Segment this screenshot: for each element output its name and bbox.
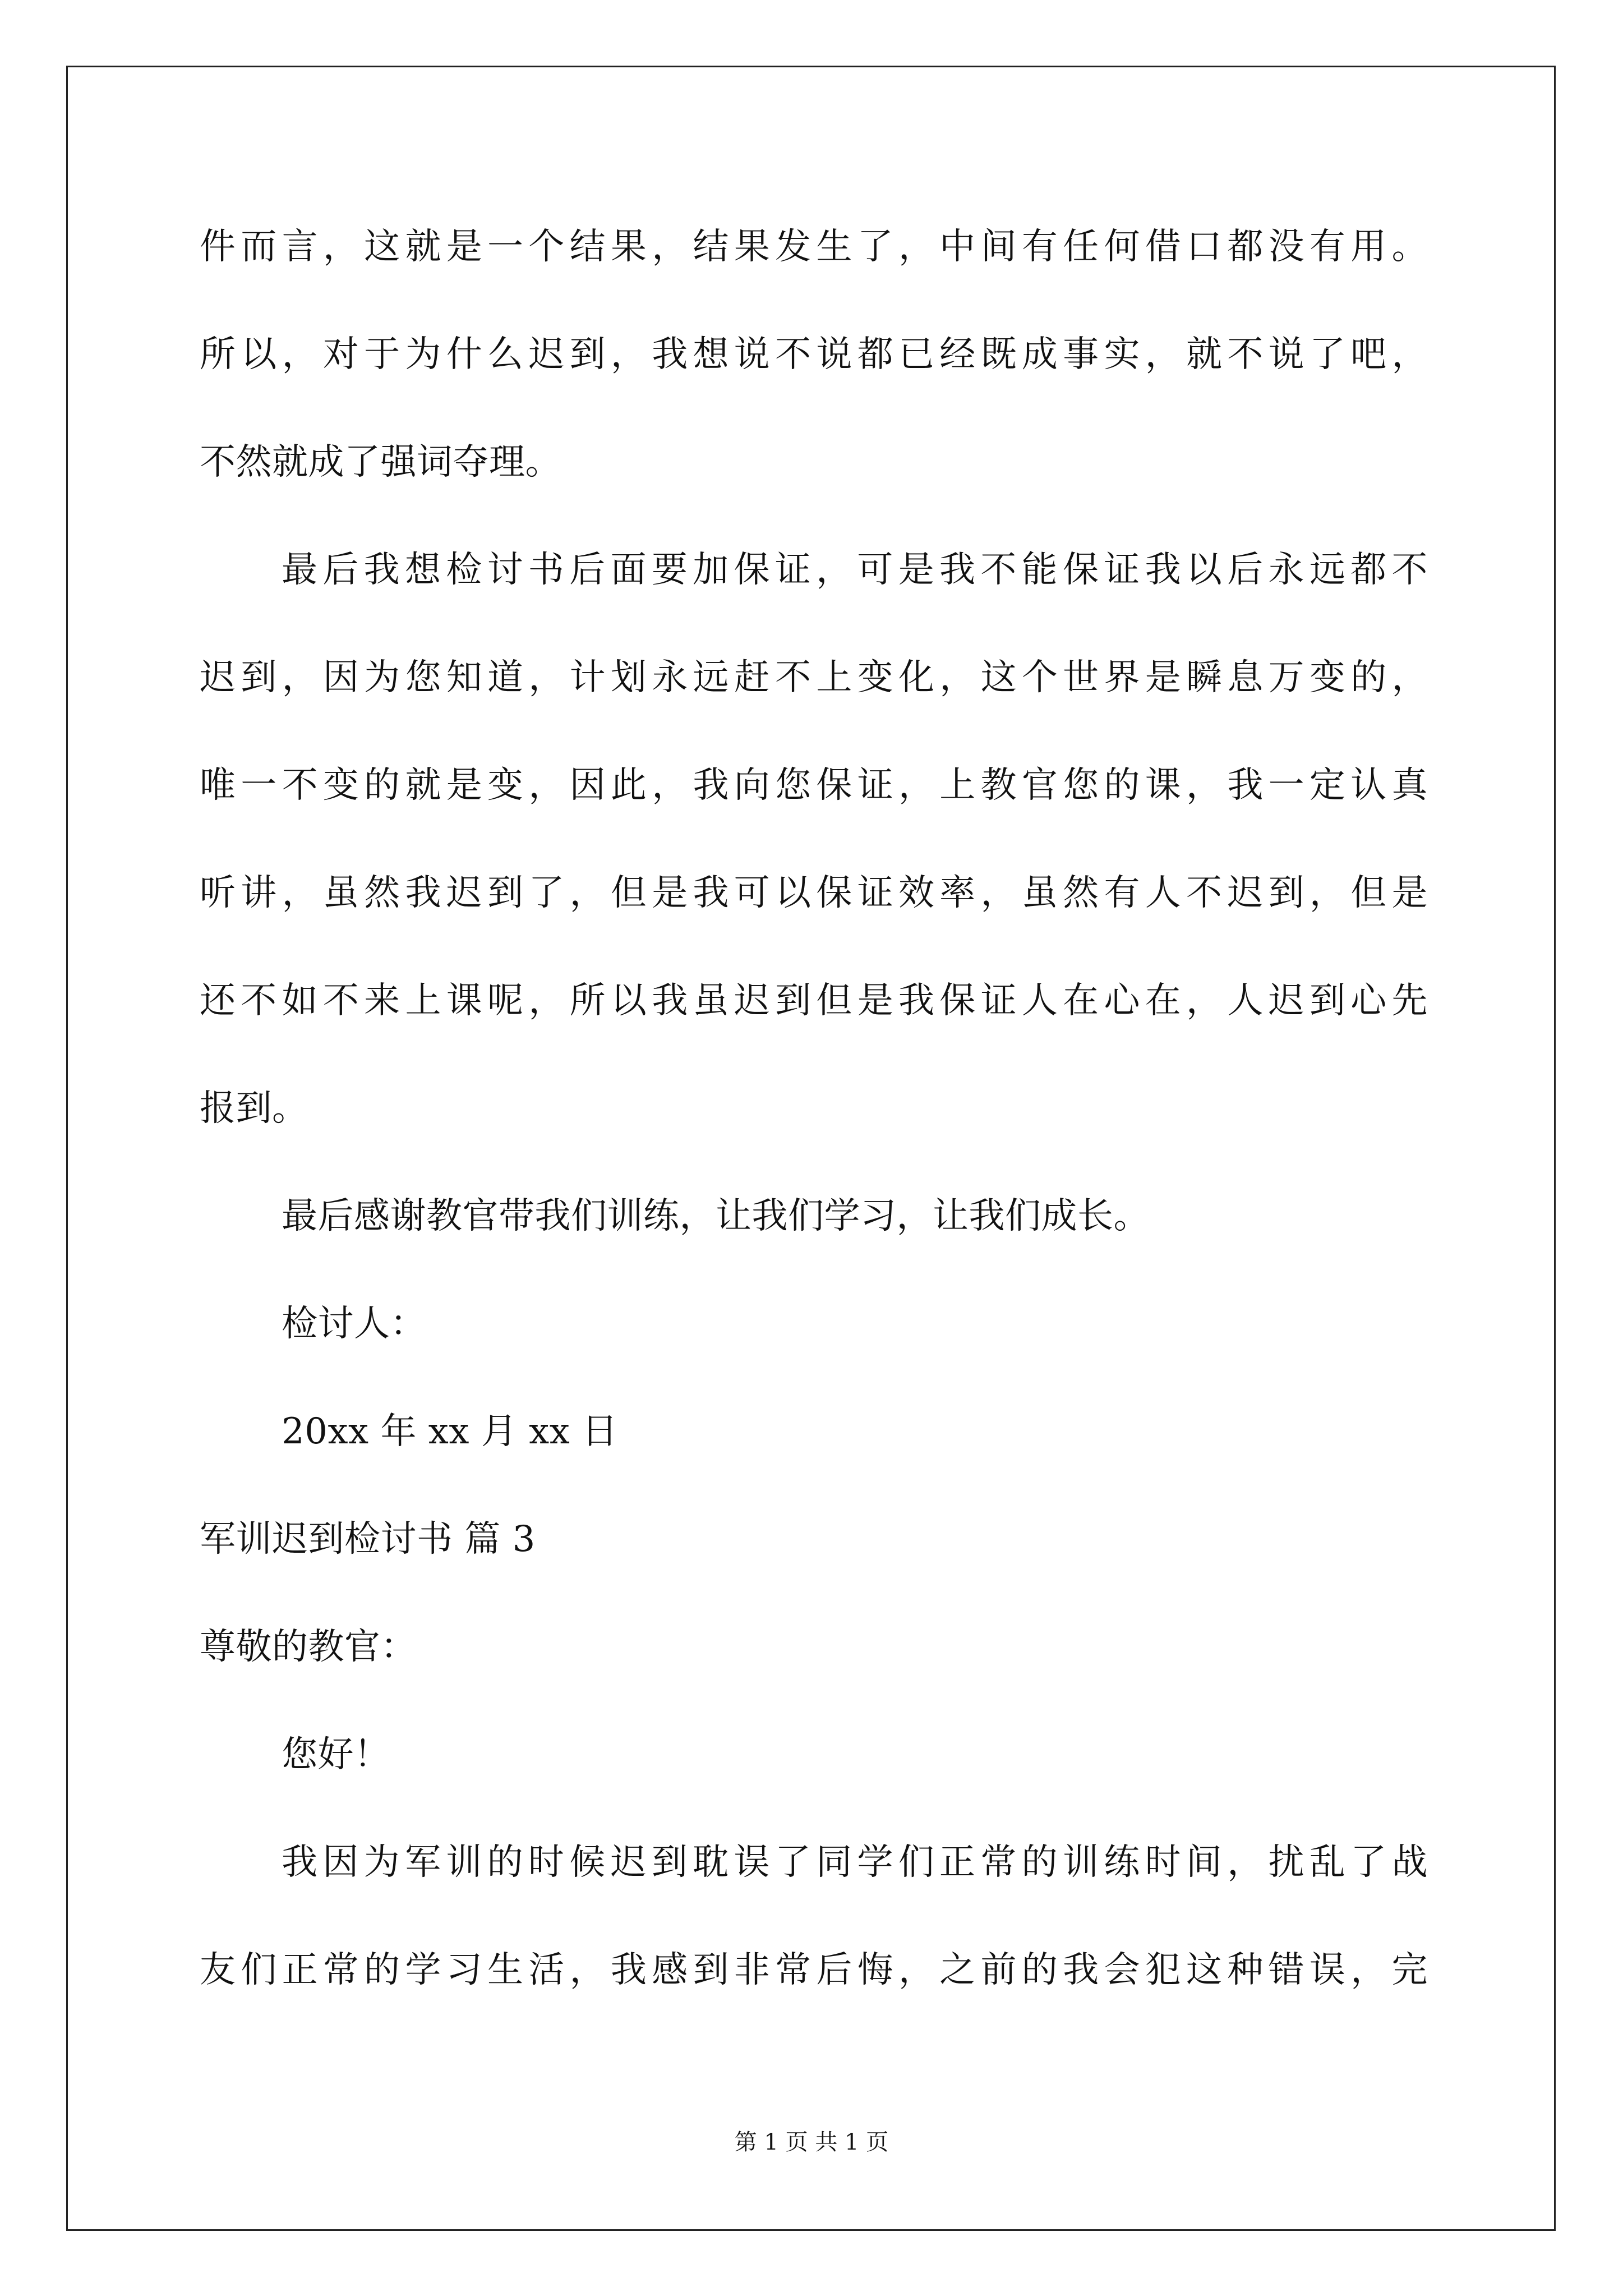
date-line: 20xx 年 xx 月 xx 日 [282, 1411, 618, 1452]
text-line: 最后感谢教官带我们训练，让我们学习，让我们成长。 [282, 1195, 1150, 1237]
greeting: 您好！ [282, 1734, 390, 1775]
text-line: 所以，对于为什么迟到，我想说不说都已经既成事实，就不说了吧， [200, 334, 1428, 375]
text-line: 听讲，虽然我迟到了，但是我可以保证效率，虽然有人不迟到，但是 [200, 872, 1428, 914]
signer-label: 检讨人： [282, 1303, 426, 1345]
text-line: 我因为军训的时候迟到耽误了同学们正常的训练时间，扰乱了战 [282, 1842, 1428, 1883]
text-line: 不然就成了强词夺理。 [200, 441, 561, 483]
text-line: 最后我想检讨书后面要加保证，可是我不能保证我以后永远都不 [282, 549, 1428, 591]
section-title: 军训迟到检讨书 篇 3 [200, 1519, 536, 1560]
text-line: 友们正常的学习生活，我感到非常后悔，之前的我会犯这种错误，完 [200, 1949, 1428, 1991]
document-body [200, 0, 1428, 2296]
salutation: 尊敬的教官： [200, 1626, 417, 1668]
text-line: 迟到，因为您知道，计划永远赶不上变化，这个世界是瞬息万变的， [200, 657, 1428, 698]
page-number-footer: 第 1 页 共 1 页 [734, 2129, 889, 2155]
text-line: 还不如不来上课呢，所以我虽迟到但是我保证人在心在，人迟到心先 [200, 980, 1428, 1022]
text-line: 报到。 [200, 1088, 308, 1129]
text-line: 唯一不变的就是变，因此，我向您保证，上教官您的课，我一定认真 [200, 765, 1428, 806]
text-line: 件而言，这就是一个结果，结果发生了，中间有任何借口都没有用。 [200, 226, 1428, 268]
